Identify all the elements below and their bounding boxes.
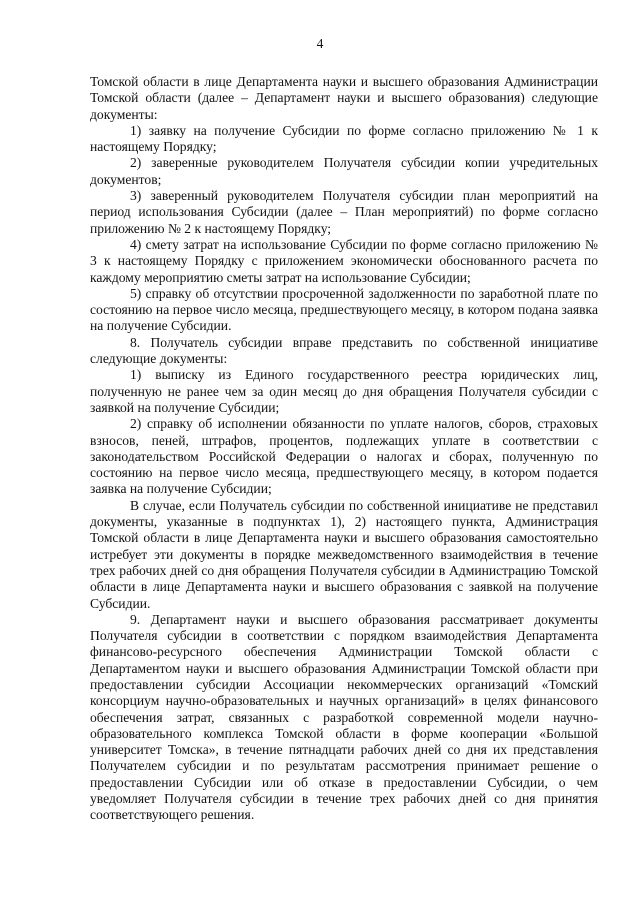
- paragraph-interagency-request: В случае, если Получатель субсидии по собственной инициативе не представил документы, указанные в подпунктах 1), 2) настоящего пункта, Администрация Томской области в лице Департамента науки и высшего образования самостоятельно истребует эти документы в порядке межведомственного взаимодействия в течение трех рабочих дней со дня обращения Получателя субсидии в Администрацию Томской области в лице Департамента науки и высшего образования с заявкой на получение Субсидии.: [90, 497, 598, 611]
- clause-9: 9. Департамент науки и высшего образования рассматривает документы Получателя субсидии в соответствии с порядком взаимодействия Департамента финансово-ресурсного обеспечения Администрации Томской области с Департаментом науки и высшего образования Администрации Томской области при предоставлении субсидии Ассоциации некоммерческих организаций «Томский консорциум научно-образовательных и научных организаций» в целях финансового обеспечения затрат, связанных с разработкой современной модели научно-образовательного комплекса Томской области в форме кооперации «Большой университет Томска», в течение пятнадцати рабочих дней со дня их представления Получателем субсидии и по результатам рассмотрения принимает решение о предоставлении Субсидии или об отказе в предоставлении Субсидии, о чем уведомляет Получателя субсидии в течение трех рабочих дней со дня принятия соответствующего решения.: [90, 611, 598, 823]
- list-item-action-plan: 3) заверенный руководителем Получателя субсидии план мероприятий на период использования Субсидии (далее – План мероприятий) по форме согласно приложению № 2 к настоящему Порядку;: [90, 188, 598, 236]
- page-number: 4: [316, 36, 324, 51]
- list-item-founding-documents: 2) заверенные руководителем Получателя субсидии копии учредительных документов;: [90, 155, 598, 187]
- document-body: [90, 74, 598, 824]
- list-item-salary-debt-certificate: 5) справку об отсутствии просроченной задолженности по заработной плате по состоянию на первое число месяца, предшествующего месяцу, в котором подана заявка на получение Субсидии.: [90, 285, 598, 334]
- list-item-application: 1) заявку на получение Субсидии по форме согласно приложению № 1 к настоящему Порядку;: [90, 122, 598, 155]
- list-item-tax-certificate: 2) справку об исполнении обязанности по уплате налогов, сборов, страховых взносов, пеней, штрафов, процентов, подлежащих уплате в соответствии с законодательством Российской Федерации о налогах и сборах, полученную по состоянию на первое число месяца, предшествующего месяцу, в котором подается заявка на получение Субсидии;: [90, 416, 598, 497]
- clause-8: 8. Получатель субсидии вправе представить по собственной инициативе следующие документы:: [90, 334, 598, 367]
- list-item-registry-extract: 1) выписку из Единого государственного реестра юридических лиц, полученную не ранее чем за один месяц до дня обращения Получателя субсидии с заявкой на получение Субсидии;: [90, 367, 598, 415]
- list-item-cost-estimate: 4) смету затрат на использование Субсидии по форме согласно приложению № 3 к настоящему Порядку с приложением экономически обоснованного расчета по каждому мероприятию сметы затрат на использование Субсидии;: [90, 236, 598, 285]
- paragraph-continuation: Томской области в лице Департамента науки и высшего образования Администрации Томской области (далее – Департамент науки и высшего образования) следующие документы:: [90, 74, 598, 122]
